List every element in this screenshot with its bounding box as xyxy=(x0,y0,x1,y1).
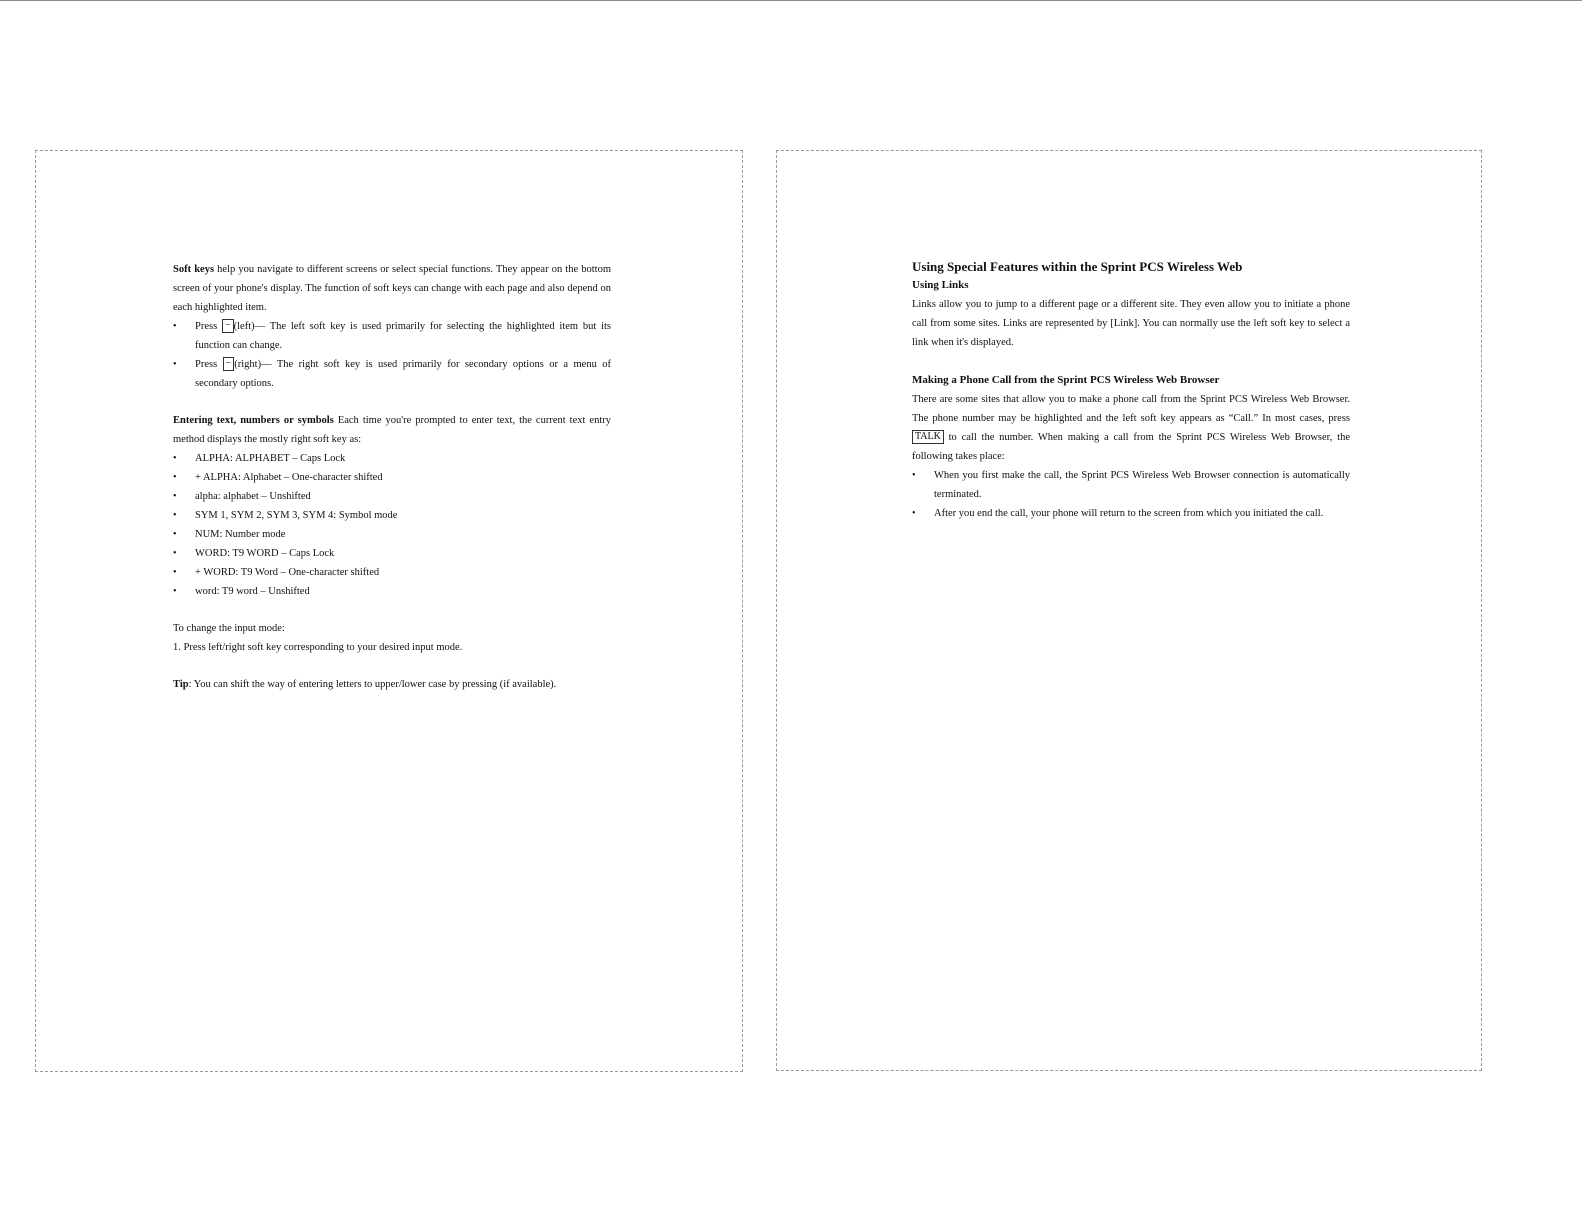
tip-paragraph xyxy=(173,675,611,694)
page-title: Using Special Features within the Sprint PCS Wireless Web xyxy=(912,259,1243,274)
change-mode-step: 1. Press left/right soft key corresponding to your desired input mode. xyxy=(173,642,463,653)
left-page-content xyxy=(173,260,611,694)
phone-call-paragraph xyxy=(912,390,1350,466)
talk-key-icon: TALK xyxy=(912,430,944,444)
soft-keys-paragraph xyxy=(173,260,611,317)
press-list xyxy=(173,317,611,393)
soft-keys-lead: Soft keys xyxy=(173,264,215,275)
spacer xyxy=(173,601,611,619)
right-page-content xyxy=(912,257,1350,523)
links-heading: Using Links xyxy=(912,279,969,291)
mode-item: • SYM 1, SYM 2, SYM 3, SYM 4: Symbol mode xyxy=(173,506,611,525)
mode-item: • word: T9 word – Unshifted xyxy=(173,582,611,601)
phone-call-text-after: to call the number. When making a call from the Sprint PCS Wireless Web Browser, the following takes place: xyxy=(912,432,1350,462)
spacer xyxy=(173,393,611,411)
entering-paragraph xyxy=(173,411,611,449)
mode-item: • + WORD: T9 Word – One-character shifted xyxy=(173,563,611,582)
press-item-left xyxy=(173,317,611,355)
change-mode-intro: To change the input mode: xyxy=(173,623,285,634)
phone-call-bullet: • After you end the call, your phone will return to the screen from which you initiated the call. xyxy=(912,504,1350,523)
tip-lead: Tip xyxy=(173,679,189,690)
right-soft-key-icon: − xyxy=(223,357,235,371)
press-item-text: (right)— The right soft key is used primarily for secondary options or a menu of secondary options. xyxy=(195,359,612,389)
mode-item: • ALPHA: ALPHABET – Caps Lock xyxy=(173,449,611,468)
links-paragraph: Links allow you to jump to a different page or a different site. They even allow you to initiate a phone call from some sites. Links are represented by [Link]. You can normally use the left soft key to select a link when it's displayed. xyxy=(912,299,1350,348)
phone-call-heading: Making a Phone Call from the Sprint PCS Wireless Web Browser xyxy=(912,374,1220,386)
phone-call-list xyxy=(912,466,1350,523)
mode-item: • WORD: T9 WORD – Caps Lock xyxy=(173,544,611,563)
mode-item: • alpha: alphabet – Unshifted xyxy=(173,487,611,506)
press-label: Press xyxy=(195,359,223,370)
phone-call-text-before: There are some sites that allow you to make a phone call from the Sprint PCS Wireless Web Browser. The phone number may be highlighted and the left soft key appears as “Call.” In most cases, press xyxy=(912,394,1350,424)
press-label: Press xyxy=(195,321,222,332)
right-page xyxy=(776,150,1482,1071)
mode-item: • + ALPHA: Alphabet – One-character shifted xyxy=(173,468,611,487)
phone-call-bullet: • When you first make the call, the Sprint PCS Wireless Web Browser connection is automatically terminated. xyxy=(912,466,1350,504)
tip-text: : You can shift the way of entering letters to upper/lower case by pressing (if available). xyxy=(188,679,557,690)
press-item-right xyxy=(173,355,611,393)
top-rule xyxy=(0,0,1582,1)
mode-item: • NUM: Number mode xyxy=(173,525,611,544)
press-item-text: (left)— The left soft key is used primarily for selecting the highlighted item but its function can change. xyxy=(195,321,611,351)
soft-keys-text: help you navigate to different screens or select special functions. They appear on the bottom screen of your phone's display. The function of soft keys can change with each page and also depend on each highlighted item. xyxy=(173,264,611,313)
spacer xyxy=(912,352,1350,371)
spacer xyxy=(173,657,611,675)
entering-text: Each time you're prompted to enter text, the current text entry method displays the mostly right soft key as: xyxy=(173,415,612,445)
left-page xyxy=(35,150,743,1072)
left-soft-key-icon: − xyxy=(222,319,234,333)
mode-list xyxy=(173,449,611,601)
entering-lead: Entering text, numbers or symbols xyxy=(173,415,334,426)
